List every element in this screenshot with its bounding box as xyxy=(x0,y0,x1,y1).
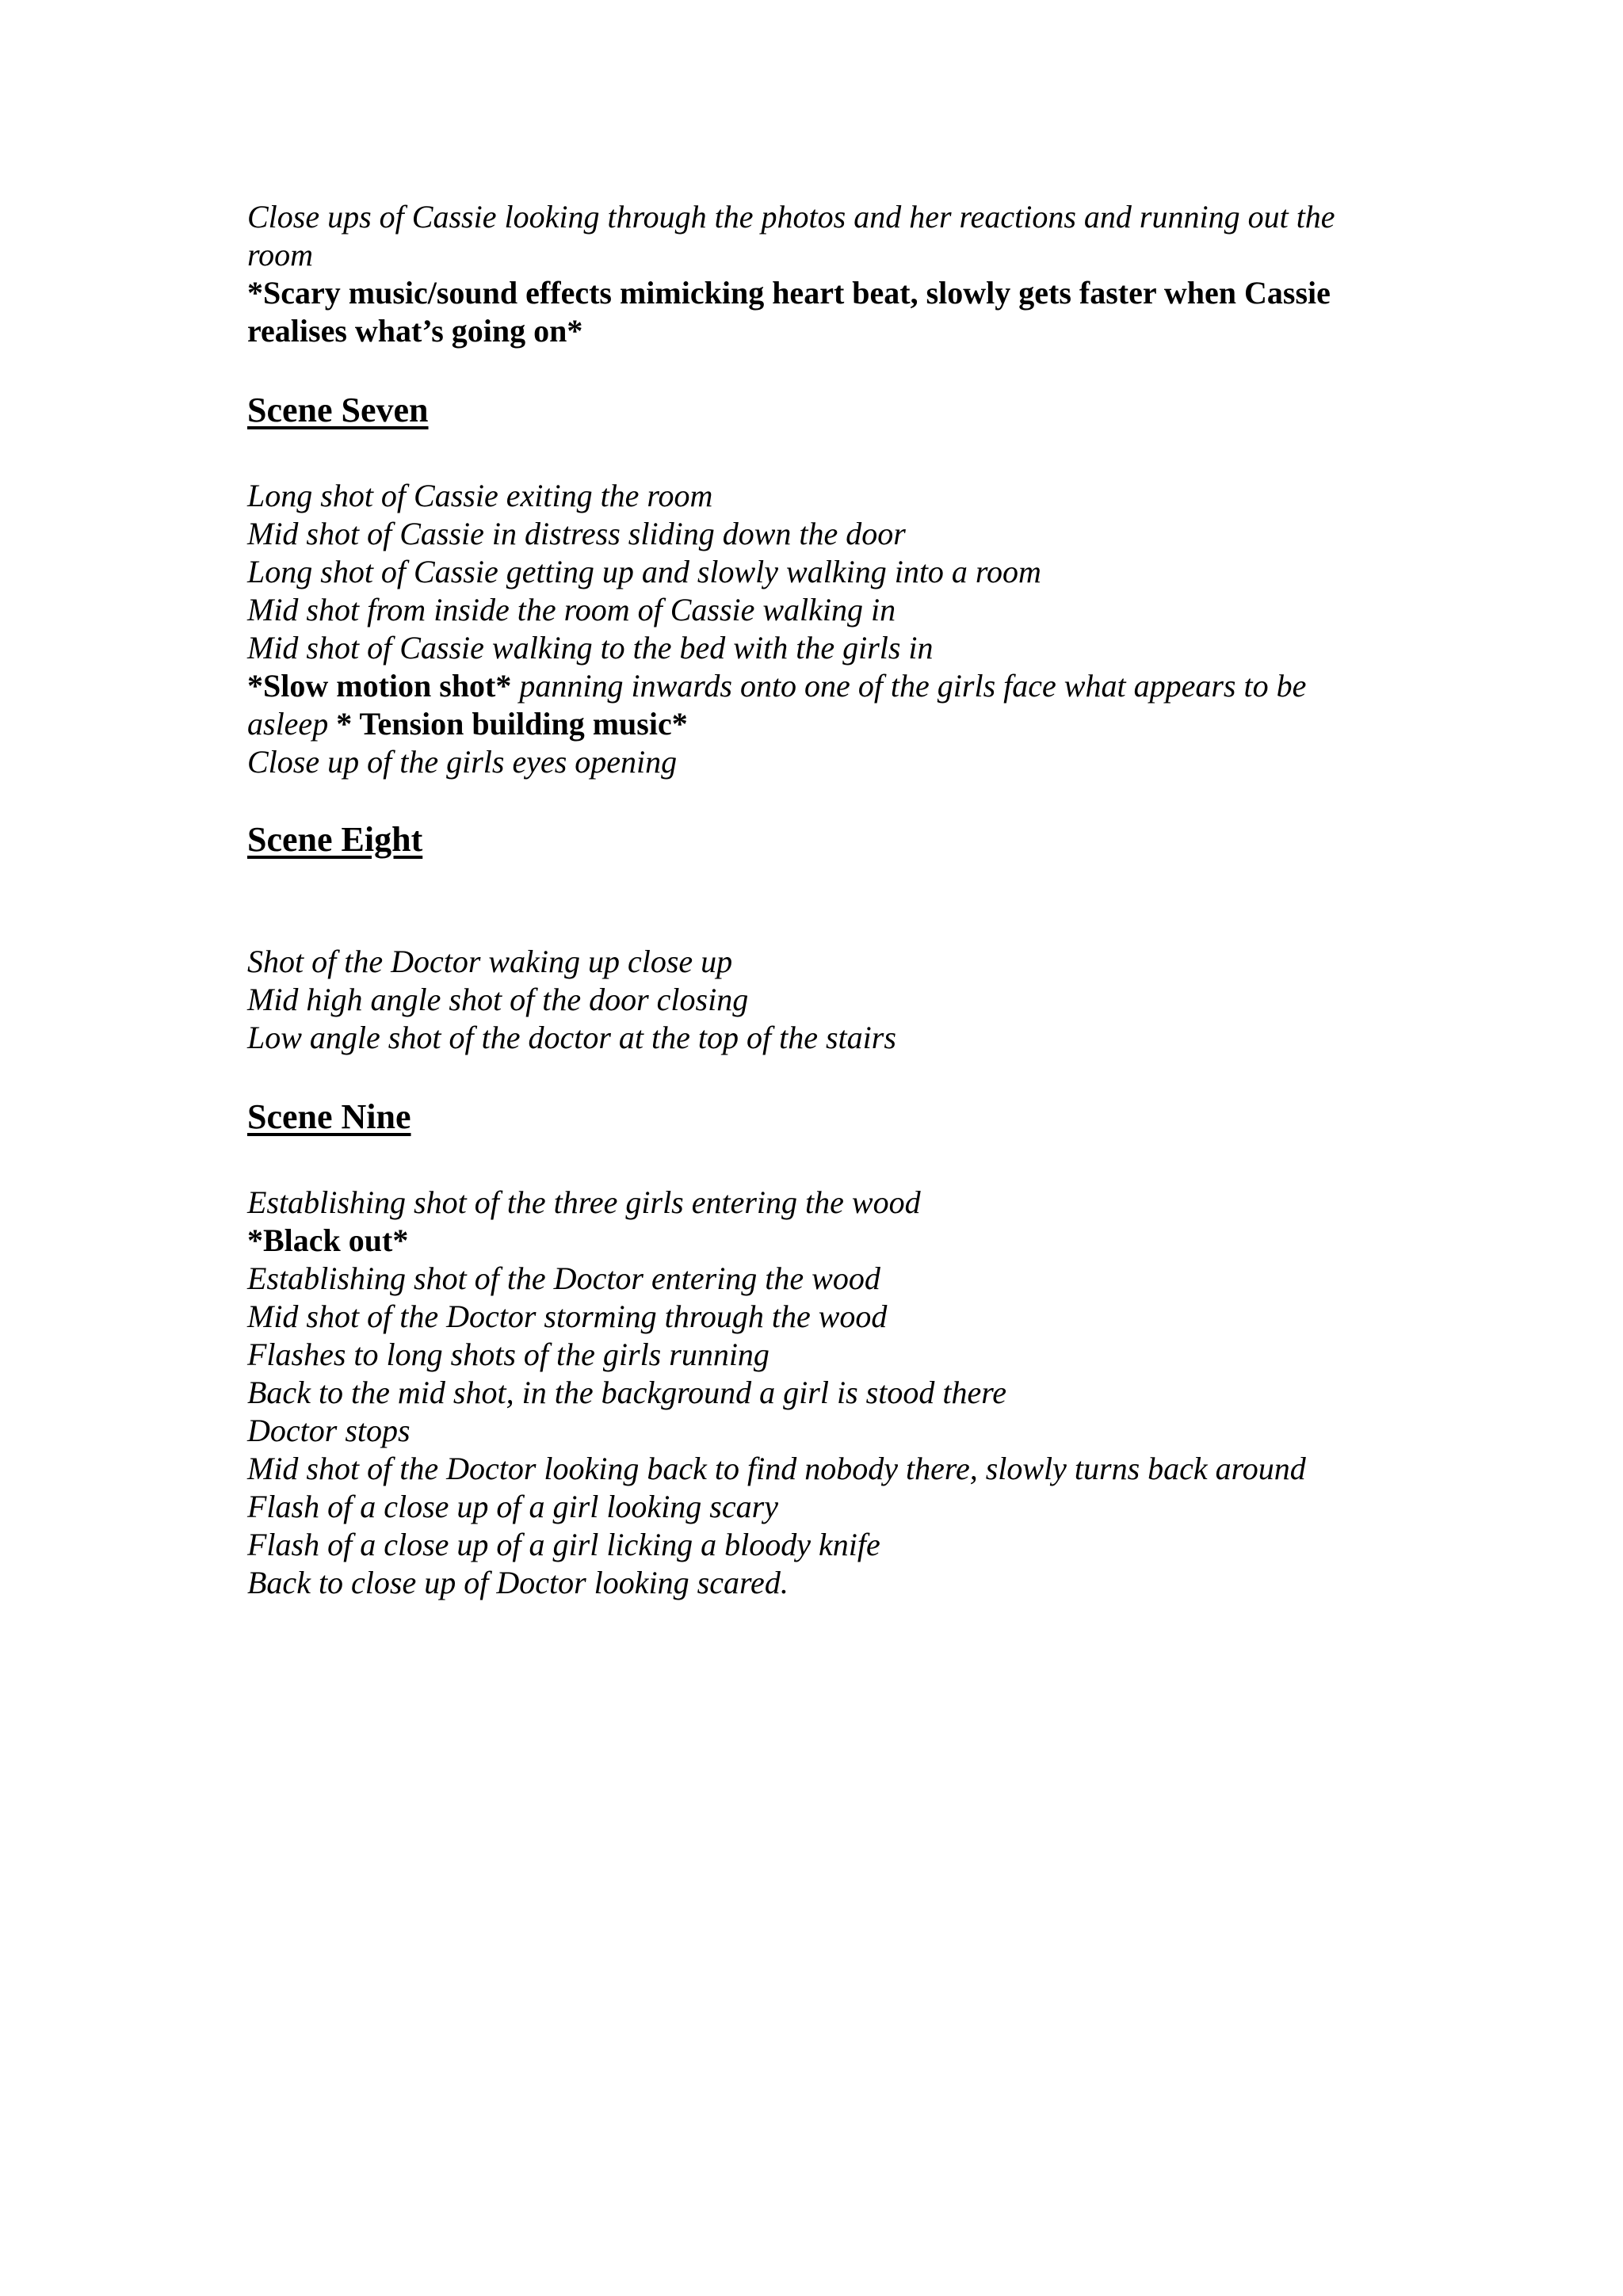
intro-line-2: room xyxy=(247,237,313,273)
scene-eight-block xyxy=(247,943,1396,1057)
scene-seven-line: Mid shot of Cassie walking to the bed with the girls in xyxy=(247,630,934,666)
slow-motion-line xyxy=(247,667,1396,705)
scene-nine-line: Flash of a close up of a girl looking scary xyxy=(247,1489,778,1524)
scene-eight-heading: Scene Eight xyxy=(247,820,423,859)
sound-effect-line-1: *Scary music/sound effects mimicking heart beat, slowly gets faster when Cassie xyxy=(247,275,1331,311)
scene-seven-block xyxy=(247,477,1396,781)
slow-motion-label: *Slow motion shot* xyxy=(247,668,512,704)
scene-seven-line: Long shot of Cassie exiting the room xyxy=(247,478,713,513)
scene-seven-line: Mid shot of Cassie in distress sliding down the door xyxy=(247,516,906,551)
scene-nine-line: Doctor stops xyxy=(247,1413,411,1448)
scene-nine-line: Mid shot of the Doctor storming through the wood xyxy=(247,1299,888,1334)
scene-seven-last-line: Close up of the girls eyes opening xyxy=(247,744,678,780)
scene-nine-line: Back to close up of Doctor looking scared. xyxy=(247,1565,789,1600)
scene-nine-block xyxy=(247,1184,1396,1602)
scene-nine-line: Establishing shot of the Doctor entering the wood xyxy=(247,1261,880,1296)
asleep-text: asleep xyxy=(247,706,337,742)
scene-nine-line: Mid shot of the Doctor looking back to find nobody there, slowly turns back around xyxy=(247,1451,1306,1486)
intro-line-1: Close ups of Cassie looking through the photos and her reactions and running out the xyxy=(247,199,1335,235)
scene-eight-line: Low angle shot of the doctor at the top of the stairs xyxy=(247,1020,896,1055)
scene-seven-heading: Scene Seven xyxy=(247,391,429,429)
asleep-line xyxy=(247,705,1396,743)
slow-motion-text: panning inwards onto one of the girls face what appears to be xyxy=(511,668,1307,704)
scene-nine-line: Flash of a close up of a girl licking a bloody knife xyxy=(247,1527,880,1562)
scene-nine-line: Flashes to long shots of the girls running xyxy=(247,1337,769,1372)
scene-nine-first-line: Establishing shot of the three girls entering the wood xyxy=(247,1184,921,1220)
sound-effect-line-2: realises what’s going on* xyxy=(247,313,583,349)
black-out-label: *Black out* xyxy=(247,1222,409,1258)
scene-seven-line: Mid shot from inside the room of Cassie walking in xyxy=(247,592,896,627)
intro-block xyxy=(247,198,1396,350)
scene-eight-line: Shot of the Doctor waking up close up xyxy=(247,944,733,979)
scene-nine-line: Back to the mid shot, in the background a girl is stood there xyxy=(247,1375,1007,1410)
scene-eight-line: Mid high angle shot of the door closing xyxy=(247,982,749,1017)
scene-seven-line: Long shot of Cassie getting up and slowly walking into a room xyxy=(247,554,1041,589)
scene-nine-heading: Scene Nine xyxy=(247,1097,411,1136)
tension-music-label: * Tension building music* xyxy=(336,706,688,742)
